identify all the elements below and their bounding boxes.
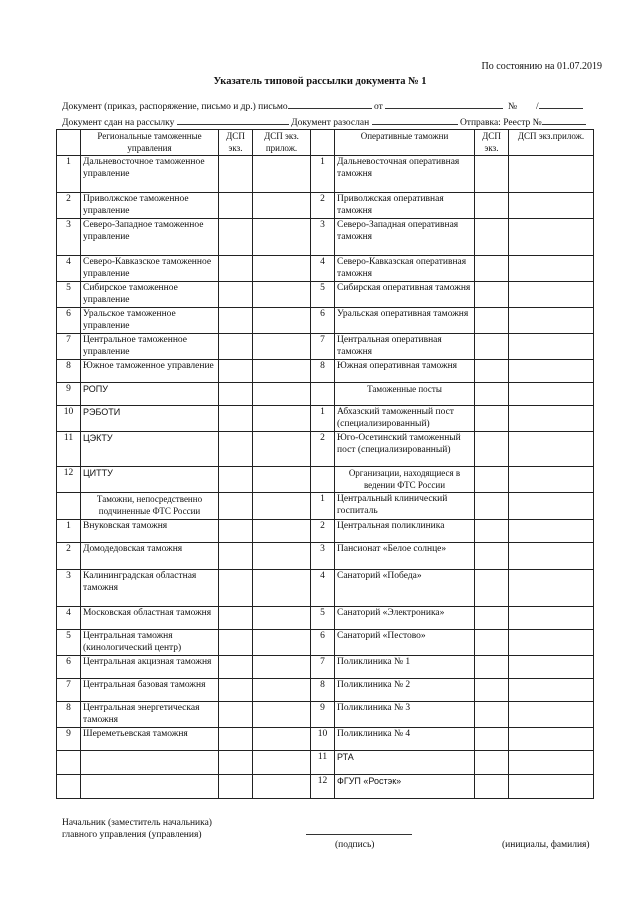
right-org-name: Санаторий «Электроника» (335, 607, 475, 630)
left-org-name (81, 775, 219, 799)
left-dsp-attachment-cell (253, 630, 311, 656)
given-for-mailing-blank (177, 115, 289, 125)
right-org-name: Центральная оперативная таможня (335, 334, 475, 360)
signatory-position (62, 817, 212, 841)
right-row-number (311, 467, 335, 493)
right-row-number: 1 (311, 493, 335, 520)
left-row-number: 8 (57, 360, 81, 383)
left-row-number: 3 (57, 219, 81, 256)
right-dsp-copy-cell (475, 630, 509, 656)
left-dsp-attachment-cell (253, 282, 311, 308)
right-dsp-copy-cell (475, 406, 509, 432)
left-dsp-attachment-cell (253, 751, 311, 775)
right-dsp-attachment-cell (509, 607, 594, 630)
left-dsp-copy-cell (219, 656, 253, 679)
left-dsp-attachment-cell (253, 679, 311, 702)
table-row (57, 630, 594, 656)
table-row (57, 432, 594, 467)
right-dsp-copy-cell (475, 383, 509, 406)
left-row-number: 9 (57, 728, 81, 751)
left-dsp-attachment-cell (253, 656, 311, 679)
left-org-name: Центральная таможня (кинологический центр) (81, 630, 219, 656)
left-dsp-copy-cell (219, 156, 253, 193)
mailing-info-line (62, 115, 586, 128)
right-org-name: Центральная поликлиника (335, 520, 475, 543)
left-dsp-copy-cell (219, 728, 253, 751)
right-org-name: Северо-Западная оперативная таможня (335, 219, 475, 256)
left-org-name: Центральное таможенное управление (81, 334, 219, 360)
left-dsp-attachment-cell (253, 775, 311, 799)
right-dsp-attachment-cell (509, 520, 594, 543)
right-dsp-attachment-cell (509, 656, 594, 679)
right-org-name: РТА (335, 751, 475, 775)
right-row-number: 4 (311, 256, 335, 282)
registry-blank (542, 115, 586, 125)
left-dsp-attachment-cell (253, 334, 311, 360)
dispatch-label: Отправка: (459, 118, 501, 128)
right-dsp-attachment-cell (509, 360, 594, 383)
right-row-number: 10 (311, 728, 335, 751)
right-row-number: 7 (311, 334, 335, 360)
right-row-number: 2 (311, 193, 335, 219)
left-org-name: ЦИТТУ (81, 467, 219, 493)
right-org-name: Организации, находящиеся в ведении ФТС России (335, 467, 475, 493)
left-dsp-attachment-cell (253, 383, 311, 406)
table-row (57, 282, 594, 308)
right-dsp-copy-cell (475, 156, 509, 193)
left-dsp-copy-cell (219, 570, 253, 607)
right-dsp-attachment-cell (509, 334, 594, 360)
sent-blank (372, 115, 458, 125)
left-row-number: 6 (57, 308, 81, 334)
left-dsp-copy-cell (219, 702, 253, 728)
left-row-number (57, 493, 81, 520)
table-row (57, 467, 594, 493)
table-row (57, 193, 594, 219)
left-dsp-attachment-cell (253, 308, 311, 334)
left-row-number: 2 (57, 543, 81, 570)
right-org-name: Уральская оперативная таможня (335, 308, 475, 334)
right-org-name: Санаторий «Пестово» (335, 630, 475, 656)
right-dsp-copy-cell (475, 219, 509, 256)
left-dsp-copy-cell (219, 467, 253, 493)
right-dsp-copy-cell (475, 193, 509, 219)
operational-header: Оперативные таможни (335, 130, 475, 156)
left-dsp-copy-cell (219, 520, 253, 543)
left-org-name: Дальневосточное таможенное управление (81, 156, 219, 193)
table-row (57, 156, 594, 193)
left-dsp-copy-cell (219, 219, 253, 256)
left-org-name (81, 751, 219, 775)
registry-label: Реестр № (503, 118, 542, 128)
right-org-name: Приволжская оперативная таможня (335, 193, 475, 219)
right-dsp-copy-cell (475, 360, 509, 383)
document-type-label: Документ (приказ, распоряжение, письмо и др.) письмо (62, 102, 288, 112)
dsp-attachment-header: ДСП экз. прилож. (253, 130, 311, 156)
right-row-number: 3 (311, 219, 335, 256)
right-row-number: 6 (311, 630, 335, 656)
left-row-number: 4 (57, 256, 81, 282)
document-type-blank (288, 99, 372, 109)
document-date-blank (385, 99, 503, 109)
left-org-name: Калининградская областная таможня (81, 570, 219, 607)
table-row (57, 607, 594, 630)
right-org-name: Северо-Кавказская оперативная таможня (335, 256, 475, 282)
dsp-copy-header-right: ДСП экз. (475, 130, 509, 156)
right-org-name: Поликлиника № 1 (335, 656, 475, 679)
left-org-name: Центральная энергетическая таможня (81, 702, 219, 728)
left-org-name: Центральная базовая таможня (81, 679, 219, 702)
right-dsp-attachment-cell (509, 751, 594, 775)
right-dsp-attachment-cell (509, 543, 594, 570)
left-row-number: 9 (57, 383, 81, 406)
left-dsp-attachment-cell (253, 156, 311, 193)
right-dsp-copy-cell (475, 543, 509, 570)
signatory-position-line2: главного управления (управления) (62, 830, 202, 840)
right-dsp-attachment-cell (509, 308, 594, 334)
left-row-number: 4 (57, 607, 81, 630)
left-dsp-copy-cell (219, 432, 253, 467)
right-dsp-attachment-cell (509, 383, 594, 406)
right-dsp-attachment-cell (509, 467, 594, 493)
left-row-number: 5 (57, 282, 81, 308)
right-dsp-attachment-cell (509, 282, 594, 308)
document-title: Указатель типовой рассылки документа № 1 (213, 76, 427, 87)
left-dsp-attachment-cell (253, 702, 311, 728)
dsp-attachment-header-right: ДСП экз.прилож. (509, 130, 594, 156)
left-dsp-copy-cell (219, 383, 253, 406)
right-dsp-attachment-cell (509, 728, 594, 751)
document-number-label: № (507, 102, 518, 112)
table-row (57, 219, 594, 256)
right-number-header (311, 130, 335, 156)
left-org-name: Северо-Кавказское таможенное управление (81, 256, 219, 282)
right-row-number: 7 (311, 656, 335, 679)
right-dsp-copy-cell (475, 467, 509, 493)
left-dsp-copy-cell (219, 607, 253, 630)
table-row (57, 520, 594, 543)
right-dsp-attachment-cell (509, 493, 594, 520)
right-row-number: 2 (311, 520, 335, 543)
left-org-name: Московская областная таможня (81, 607, 219, 630)
right-row-number: 1 (311, 156, 335, 193)
table-row (57, 256, 594, 282)
right-dsp-attachment-cell (509, 775, 594, 799)
right-dsp-attachment-cell (509, 156, 594, 193)
right-row-number: 3 (311, 543, 335, 570)
table-row (57, 570, 594, 607)
left-dsp-attachment-cell (253, 607, 311, 630)
left-row-number (57, 775, 81, 799)
table-header-row (57, 130, 594, 156)
right-row-number: 2 (311, 432, 335, 467)
table-row (57, 775, 594, 799)
right-dsp-copy-cell (475, 493, 509, 520)
left-dsp-copy-cell (219, 493, 253, 520)
right-row-number: 9 (311, 702, 335, 728)
right-dsp-attachment-cell (509, 679, 594, 702)
right-org-name: Сибирская оперативная таможня (335, 282, 475, 308)
table-row (57, 656, 594, 679)
table-row (57, 360, 594, 383)
document-number-blank (539, 99, 583, 109)
distribution-table (56, 129, 594, 799)
left-dsp-attachment-cell (253, 570, 311, 607)
right-dsp-copy-cell (475, 432, 509, 467)
right-dsp-copy-cell (475, 679, 509, 702)
right-dsp-attachment-cell (509, 193, 594, 219)
left-row-number: 10 (57, 406, 81, 432)
left-dsp-attachment-cell (253, 493, 311, 520)
table-row (57, 751, 594, 775)
right-row-number: 5 (311, 282, 335, 308)
left-org-name: Северо-Западное таможенное управление (81, 219, 219, 256)
left-dsp-attachment-cell (253, 360, 311, 383)
right-dsp-copy-cell (475, 728, 509, 751)
right-org-name: Центральный клинический госпиталь (335, 493, 475, 520)
document-info-line (62, 99, 583, 112)
left-dsp-copy-cell (219, 775, 253, 799)
right-row-number: 8 (311, 360, 335, 383)
left-org-name: Внуковская таможня (81, 520, 219, 543)
left-dsp-copy-cell (219, 751, 253, 775)
right-dsp-copy-cell (475, 570, 509, 607)
signature-caption: (подпись) (335, 840, 375, 850)
table-row (57, 728, 594, 751)
table-row (57, 543, 594, 570)
right-dsp-attachment-cell (509, 406, 594, 432)
initials-caption: (инициалы, фамилия) (502, 840, 590, 850)
signature-line (306, 834, 412, 835)
right-org-name: Санаторий «Победа» (335, 570, 475, 607)
right-dsp-attachment-cell (509, 219, 594, 256)
left-dsp-copy-cell (219, 543, 253, 570)
left-org-name: Домодедовская таможня (81, 543, 219, 570)
right-dsp-attachment-cell (509, 702, 594, 728)
left-dsp-attachment-cell (253, 728, 311, 751)
left-org-name: РОПУ (81, 383, 219, 406)
right-dsp-copy-cell (475, 702, 509, 728)
right-org-name: Юго-Осетинский таможенный пост (специализированный) (335, 432, 475, 467)
left-org-name: Центральная акцизная таможня (81, 656, 219, 679)
left-dsp-copy-cell (219, 282, 253, 308)
table-row (57, 383, 594, 406)
right-dsp-copy-cell (475, 607, 509, 630)
left-dsp-attachment-cell (253, 520, 311, 543)
right-dsp-attachment-cell (509, 256, 594, 282)
document-number-slash: / (536, 102, 539, 112)
left-dsp-attachment-cell (253, 219, 311, 256)
table-row (57, 406, 594, 432)
left-dsp-attachment-cell (253, 256, 311, 282)
right-org-name: Абхазский таможенный пост (специализированный) (335, 406, 475, 432)
left-row-number: 7 (57, 334, 81, 360)
left-row-number: 5 (57, 630, 81, 656)
left-org-name: Шереметьевская таможня (81, 728, 219, 751)
table-row (57, 702, 594, 728)
given-for-mailing-label: Документ сдан на рассылку (62, 118, 175, 128)
right-dsp-copy-cell (475, 520, 509, 543)
left-org-name: Южное таможенное управление (81, 360, 219, 383)
left-row-number: 6 (57, 656, 81, 679)
document-date-label: от (374, 102, 383, 112)
right-dsp-copy-cell (475, 334, 509, 360)
left-row-number: 7 (57, 679, 81, 702)
right-dsp-copy-cell (475, 256, 509, 282)
left-dsp-copy-cell (219, 193, 253, 219)
left-dsp-copy-cell (219, 406, 253, 432)
left-dsp-copy-cell (219, 360, 253, 383)
right-dsp-copy-cell (475, 775, 509, 799)
right-org-name: Поликлиника № 3 (335, 702, 475, 728)
left-org-name: ЦЭКТУ (81, 432, 219, 467)
left-row-number: 3 (57, 570, 81, 607)
left-row-number: 2 (57, 193, 81, 219)
left-number-header (57, 130, 81, 156)
left-dsp-attachment-cell (253, 406, 311, 432)
left-org-name: Приволжское таможенное управление (81, 193, 219, 219)
left-dsp-attachment-cell (253, 432, 311, 467)
regional-header: Региональные таможенные управления (81, 130, 219, 156)
right-row-number: 4 (311, 570, 335, 607)
right-org-name: Дальневосточная оперативная таможня (335, 156, 475, 193)
left-dsp-attachment-cell (253, 467, 311, 493)
left-dsp-copy-cell (219, 256, 253, 282)
left-dsp-copy-cell (219, 630, 253, 656)
sent-label: Документ разослан (291, 118, 370, 128)
left-dsp-copy-cell (219, 334, 253, 360)
right-row-number: 11 (311, 751, 335, 775)
right-row-number: 1 (311, 406, 335, 432)
right-row-number (311, 383, 335, 406)
left-row-number: 11 (57, 432, 81, 467)
right-dsp-copy-cell (475, 751, 509, 775)
left-row-number: 1 (57, 520, 81, 543)
right-row-number: 8 (311, 679, 335, 702)
left-org-name: РЭБОТИ (81, 406, 219, 432)
right-org-name: Пансионат «Белое солнце» (335, 543, 475, 570)
left-row-number: 12 (57, 467, 81, 493)
right-dsp-attachment-cell (509, 432, 594, 467)
right-dsp-copy-cell (475, 282, 509, 308)
right-org-name: ФГУП «Ростэк» (335, 775, 475, 799)
table-row (57, 308, 594, 334)
right-org-name: Поликлиника № 4 (335, 728, 475, 751)
left-org-name: Сибирское таможенное управление (81, 282, 219, 308)
table-row (57, 679, 594, 702)
right-org-name: Южная оперативная таможня (335, 360, 475, 383)
left-dsp-attachment-cell (253, 543, 311, 570)
left-dsp-attachment-cell (253, 193, 311, 219)
dsp-copy-header: ДСП экз. (219, 130, 253, 156)
left-org-name: Уральское таможенное управление (81, 308, 219, 334)
right-org-name: Поликлиника № 2 (335, 679, 475, 702)
table-row (57, 493, 594, 520)
right-org-name: Таможенные посты (335, 383, 475, 406)
left-row-number (57, 751, 81, 775)
left-row-number: 8 (57, 702, 81, 728)
left-dsp-copy-cell (219, 679, 253, 702)
right-row-number: 6 (311, 308, 335, 334)
right-row-number: 12 (311, 775, 335, 799)
right-row-number: 5 (311, 607, 335, 630)
left-dsp-copy-cell (219, 308, 253, 334)
as-of-date: По состоянию на 01.07.2019 (481, 61, 602, 72)
left-row-number: 1 (57, 156, 81, 193)
right-dsp-copy-cell (475, 308, 509, 334)
right-dsp-attachment-cell (509, 570, 594, 607)
right-dsp-attachment-cell (509, 630, 594, 656)
left-org-name: Таможни, непосредственно подчиненные ФТС России (81, 493, 219, 520)
signatory-position-line1: Начальник (заместитель начальника) (62, 818, 212, 828)
table-row (57, 334, 594, 360)
right-dsp-copy-cell (475, 656, 509, 679)
